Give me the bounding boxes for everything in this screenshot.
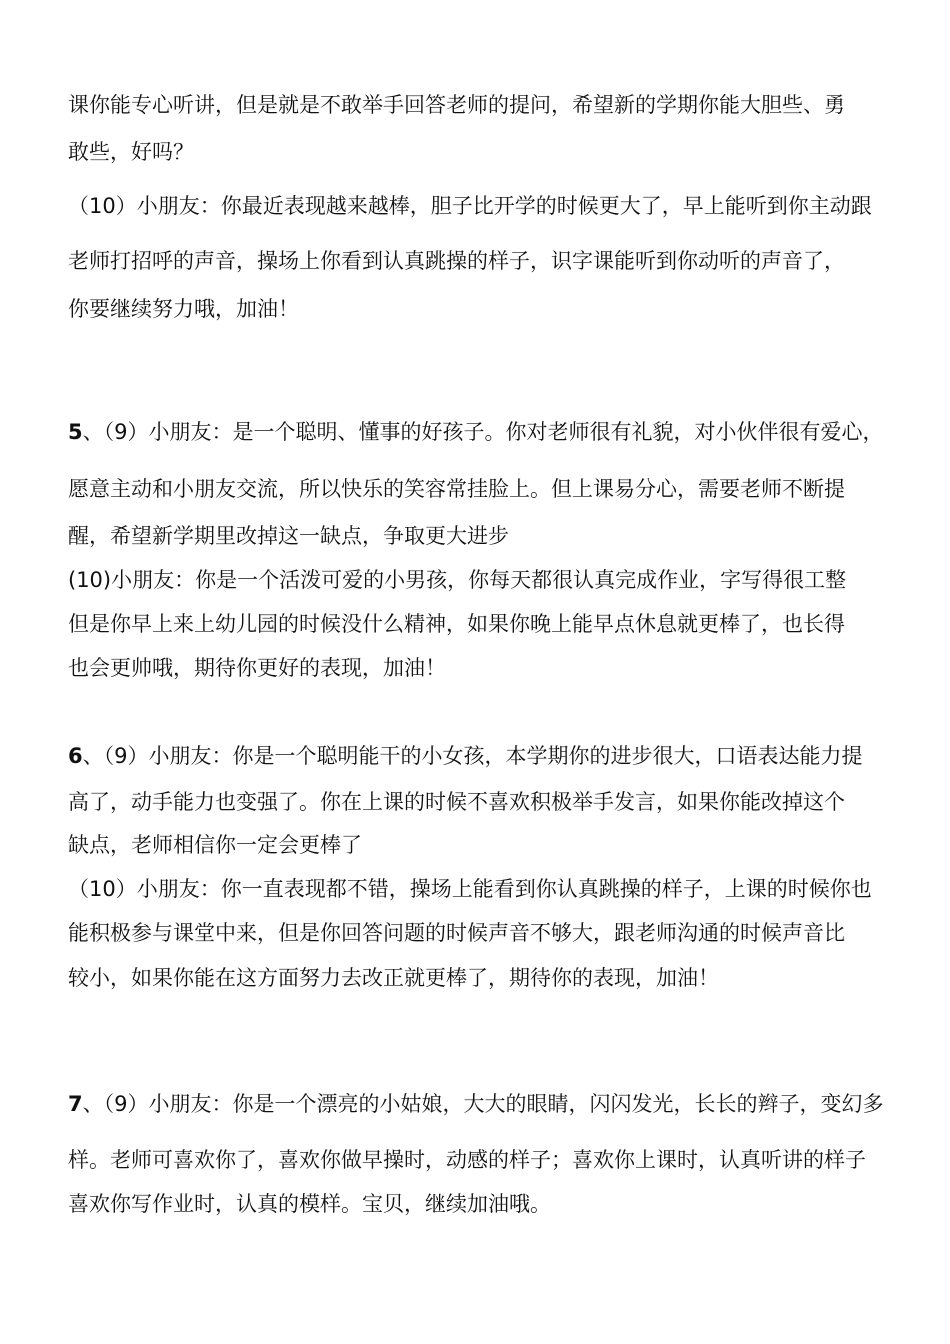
line-text: 小朋友：你是一个活泼可爱的小男孩，你每天都很认真完成作业，字写得很工整 (111, 568, 847, 592)
paragraph-line (68, 653, 888, 683)
line-text: 小朋友：你是一个漂亮的小姑娘，大大的眼睛，闪闪发光，长长的辫子，变幻多 (148, 1092, 884, 1116)
paragraph-line (68, 565, 888, 595)
line-text: 但是你早上来上幼儿园的时候没什么精神，如果你晚上能早点休息就更棒了，也长得 (68, 612, 845, 636)
line-text: 课你能专心听讲，但是就是不敢举手回答老师的提问，希望新的学期你能大胆些、勇 (68, 93, 845, 117)
line-text: 样。老师可喜欢你了，喜欢你做早操时，动感的样子；喜欢你上课时，认真听讲的样子 (68, 1148, 866, 1172)
line-text: 小朋友：你一直表现都不错，操场上能看到你认真跳操的样子，上课的时候你也 (136, 877, 872, 901)
paragraph-line (68, 474, 888, 504)
line-text: 小朋友：你是一个聪明能干的小女孩，本学期你的进步很大，口语表达能力提 (148, 744, 863, 768)
line-text: 你要继续努力哦，加油！ (68, 297, 299, 321)
line-text: 缺点，老师相信你一定会更棒了 (68, 833, 362, 857)
paragraph-line (68, 137, 888, 167)
line-text: 小朋友：是一个聪明、懂事的好孩子。你对老师很有礼貌，对小伙伴很有爱心， (148, 420, 884, 444)
paragraph-line (68, 90, 888, 120)
section-number: 6 (68, 744, 83, 768)
paragraph-line (68, 787, 888, 817)
line-text: 醒，希望新学期里改掉这一缺点，争取更大进步 (68, 524, 509, 548)
paragraph-line (68, 741, 888, 771)
item-number-prefix: (10) (68, 568, 112, 592)
paragraph-line (68, 1145, 888, 1175)
paragraph-line (68, 918, 888, 948)
paragraph-line (68, 1089, 888, 1119)
line-text: 敢些，好吗？ (68, 140, 194, 164)
paragraph-line (68, 417, 888, 447)
item-number-prefix: 、（9） (82, 1092, 149, 1116)
paragraph-line (68, 191, 888, 221)
paragraph-line (68, 963, 888, 993)
line-text: 也会更帅哦，期待你更好的表现，加油！ (68, 656, 446, 680)
paragraph-line (68, 874, 888, 904)
line-text: 能积极参与课堂中来，但是你回答问题的时候声音不够大，跟老师沟通的时候声音比 (68, 921, 845, 945)
paragraph-line (68, 830, 888, 860)
paragraph-line (68, 609, 888, 639)
item-number-prefix: （10） (68, 194, 137, 218)
paragraph-line (68, 294, 888, 324)
paragraph-line (68, 521, 888, 551)
item-number-prefix: 、（9） (82, 420, 149, 444)
section-number: 5 (68, 420, 83, 444)
line-text: 愿意主动和小朋友交流，所以快乐的笑容常挂脸上。但上课易分心，需要老师不断提 (68, 477, 845, 501)
line-text: 较小，如果你能在这方面努力去改正就更棒了，期待你的表现，加油！ (68, 966, 719, 990)
paragraph-line (68, 1189, 888, 1219)
line-text: 喜欢你写作业时，认真的模样。宝贝，继续加油哦。 (68, 1192, 551, 1216)
line-text: 高了，动手能力也变强了。你在上课的时候不喜欢积极举手发言，如果你能改掉这个 (68, 790, 845, 814)
line-text: 老师打招呼的声音，操场上你看到认真跳操的样子，识字课能听到你动听的声音了， (68, 249, 845, 273)
item-number-prefix: 、（9） (82, 744, 149, 768)
paragraph-line (68, 246, 888, 276)
item-number-prefix: （10） (68, 877, 137, 901)
line-text: 小朋友：你最近表现越来越棒，胆子比开学的时候更大了，早上能听到你主动跟 (136, 194, 872, 218)
section-number: 7 (68, 1092, 83, 1116)
